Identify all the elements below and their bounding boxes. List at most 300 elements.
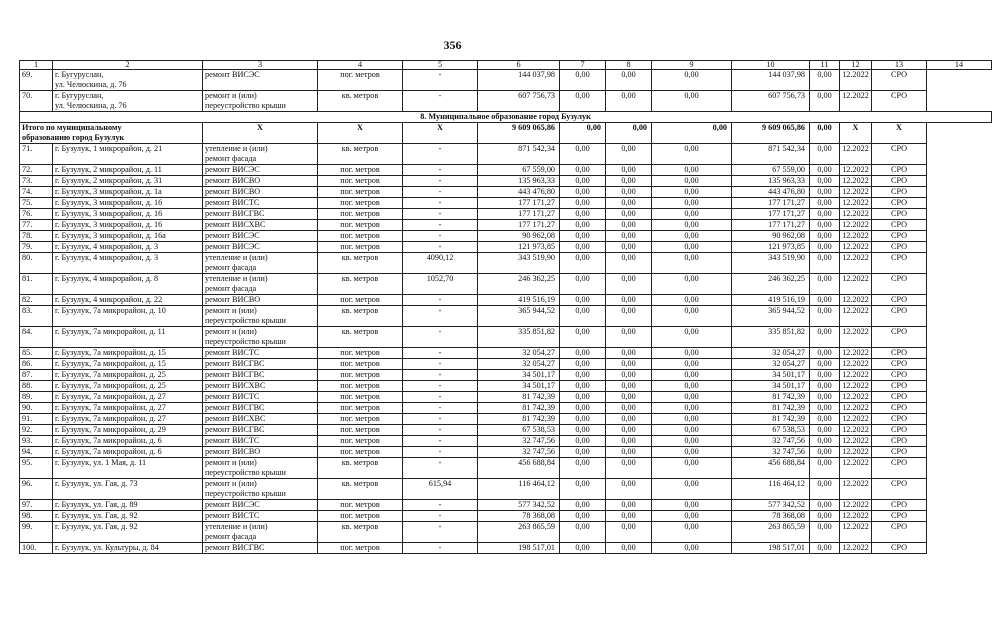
row-col10: 0,00	[652, 231, 732, 242]
row-address: г. Бузулук, 7а микрорайон, д. 6	[53, 436, 203, 447]
row-col9: 0,00	[606, 414, 652, 425]
row-method: СРО	[872, 479, 927, 500]
row-col9: 0,00	[606, 381, 652, 392]
column-number: 11	[810, 61, 840, 70]
row-address: г. Бузулук, 7а микрорайон, д. 11	[53, 327, 203, 348]
row-col11: 34 501,17	[732, 381, 810, 392]
row-col10: 0,00	[652, 381, 732, 392]
row-col10: 0,00	[652, 425, 732, 436]
row-date: 12.2022	[840, 209, 872, 220]
row-date: 12.2022	[840, 198, 872, 209]
row-number: 81.	[20, 274, 53, 295]
row-col10: 0,00	[652, 209, 732, 220]
row-date: 12.2022	[840, 274, 872, 295]
row-number: 74.	[20, 187, 53, 198]
total-col14: X	[872, 123, 927, 144]
table-row	[20, 231, 992, 242]
row-col8: 0,00	[560, 414, 606, 425]
row-address: г. Бузулук, 7а микрорайон, д. 25	[53, 381, 203, 392]
row-address: г. Бузулук, 7а микрорайон, д. 27	[53, 414, 203, 425]
column-number: 3	[203, 61, 318, 70]
row-col9: 0,00	[606, 220, 652, 231]
row-date: 12.2022	[840, 176, 872, 187]
row-quantity: -	[403, 414, 478, 425]
row-total-cost: 32 747,56	[478, 447, 560, 458]
row-date: 12.2022	[840, 543, 872, 554]
row-col8: 0,00	[560, 295, 606, 306]
table-body	[20, 61, 992, 554]
row-work-type: ремонт ВИСВО	[203, 176, 318, 187]
row-work-type: ремонт ВИСГВС	[203, 543, 318, 554]
row-col12: 0,00	[810, 209, 840, 220]
row-date: 12.2022	[840, 458, 872, 479]
table-row	[20, 370, 992, 381]
row-date: 12.2022	[840, 479, 872, 500]
row-col8: 0,00	[560, 436, 606, 447]
row-number: 92.	[20, 425, 53, 436]
row-work-type: утепление и (или) ремонт фасада	[203, 274, 318, 295]
row-col12: 0,00	[810, 511, 840, 522]
row-col10: 0,00	[652, 144, 732, 165]
row-quantity: -	[403, 165, 478, 176]
row-col12: 0,00	[810, 295, 840, 306]
table-row	[20, 327, 992, 348]
row-method: СРО	[872, 392, 927, 403]
row-date: 12.2022	[840, 500, 872, 511]
table-row	[20, 392, 992, 403]
row-unit: пог. метров	[318, 414, 403, 425]
row-col8: 0,00	[560, 458, 606, 479]
row-col9: 0,00	[606, 209, 652, 220]
row-col11: 34 501,17	[732, 370, 810, 381]
column-number: 1	[20, 61, 53, 70]
row-quantity: -	[403, 436, 478, 447]
row-total-cost: 32 054,27	[478, 348, 560, 359]
row-unit: пог. метров	[318, 70, 403, 91]
row-col8: 0,00	[560, 370, 606, 381]
row-work-type: ремонт и (или) переустройство крыши	[203, 91, 318, 112]
row-date: 12.2022	[840, 187, 872, 198]
row-date: 12.2022	[840, 327, 872, 348]
row-col8: 0,00	[560, 176, 606, 187]
row-col11: 90 962,08	[732, 231, 810, 242]
row-col8: 0,00	[560, 359, 606, 370]
row-col11: 177 171,27	[732, 220, 810, 231]
row-col9: 0,00	[606, 306, 652, 327]
row-method: СРО	[872, 543, 927, 554]
row-col12: 0,00	[810, 242, 840, 253]
row-date: 12.2022	[840, 447, 872, 458]
row-unit: пог. метров	[318, 425, 403, 436]
row-total-cost: 81 742,39	[478, 414, 560, 425]
row-col9: 0,00	[606, 370, 652, 381]
row-method: СРО	[872, 253, 927, 274]
table-row	[20, 522, 992, 543]
column-number: 14	[927, 61, 992, 70]
row-date: 12.2022	[840, 381, 872, 392]
row-col12: 0,00	[810, 381, 840, 392]
row-method: СРО	[872, 327, 927, 348]
row-total-cost: 335 851,82	[478, 327, 560, 348]
row-work-type: ремонт и (или) переустройство крыши	[203, 327, 318, 348]
row-col9: 0,00	[606, 327, 652, 348]
row-work-type: ремонт ВИСХВС	[203, 414, 318, 425]
row-unit: пог. метров	[318, 176, 403, 187]
row-total-cost: 121 973,85	[478, 242, 560, 253]
row-method: СРО	[872, 458, 927, 479]
row-total-cost: 144 037,98	[478, 70, 560, 91]
row-col8: 0,00	[560, 381, 606, 392]
row-work-type: ремонт и (или) переустройство крыши	[203, 458, 318, 479]
row-number: 91.	[20, 414, 53, 425]
row-col10: 0,00	[652, 242, 732, 253]
row-col11: 419 516,19	[732, 295, 810, 306]
row-method: СРО	[872, 242, 927, 253]
row-col11: 32 054,27	[732, 348, 810, 359]
row-date: 12.2022	[840, 306, 872, 327]
row-col8: 0,00	[560, 242, 606, 253]
row-quantity: -	[403, 91, 478, 112]
row-address: г. Бузулук, ул. Гая, д. 92	[53, 511, 203, 522]
row-col10: 0,00	[652, 198, 732, 209]
row-work-type: ремонт ВИСТС	[203, 198, 318, 209]
column-number: 8	[606, 61, 652, 70]
table-row	[20, 543, 992, 554]
row-col11: 263 865,59	[732, 522, 810, 543]
row-work-type: ремонт ВИСТС	[203, 348, 318, 359]
row-col12: 0,00	[810, 253, 840, 274]
row-work-type: ремонт ВИСЭС	[203, 165, 318, 176]
row-unit: кв. метров	[318, 306, 403, 327]
total-col4: X	[318, 123, 403, 144]
row-total-cost: 246 362,25	[478, 274, 560, 295]
row-method: СРО	[872, 274, 927, 295]
row-col11: 198 517,01	[732, 543, 810, 554]
table-row	[20, 479, 992, 500]
row-total-cost: 198 517,01	[478, 543, 560, 554]
row-unit: пог. метров	[318, 165, 403, 176]
row-col8: 0,00	[560, 253, 606, 274]
row-unit: пог. метров	[318, 392, 403, 403]
row-quantity: -	[403, 306, 478, 327]
row-work-type: ремонт ВИСГВС	[203, 209, 318, 220]
row-quantity: -	[403, 458, 478, 479]
row-col11: 365 944,52	[732, 306, 810, 327]
row-col9: 0,00	[606, 198, 652, 209]
row-total-cost: 177 171,27	[478, 198, 560, 209]
row-quantity: 615,94	[403, 479, 478, 500]
row-col10: 0,00	[652, 187, 732, 198]
row-col12: 0,00	[810, 144, 840, 165]
row-method: СРО	[872, 359, 927, 370]
row-col12: 0,00	[810, 403, 840, 414]
row-method: СРО	[872, 500, 927, 511]
row-col8: 0,00	[560, 187, 606, 198]
row-date: 12.2022	[840, 414, 872, 425]
row-number: 80.	[20, 253, 53, 274]
row-col10: 0,00	[652, 327, 732, 348]
row-col10: 0,00	[652, 447, 732, 458]
row-unit: пог. метров	[318, 436, 403, 447]
row-col12: 0,00	[810, 458, 840, 479]
row-col11: 144 037,98	[732, 70, 810, 91]
row-unit: кв. метров	[318, 91, 403, 112]
row-col11: 335 851,82	[732, 327, 810, 348]
row-col12: 0,00	[810, 425, 840, 436]
row-address: г. Бузулук, ул. Гая, д. 89	[53, 500, 203, 511]
row-col12: 0,00	[810, 522, 840, 543]
row-col11: 607 756,73	[732, 91, 810, 112]
row-quantity: -	[403, 381, 478, 392]
row-number: 69.	[20, 70, 53, 91]
total-col8: 0,00	[560, 123, 606, 144]
total-col10: 0,00	[652, 123, 732, 144]
row-method: СРО	[872, 231, 927, 242]
row-method: СРО	[872, 447, 927, 458]
row-quantity: -	[403, 198, 478, 209]
row-total-cost: 871 542,34	[478, 144, 560, 165]
row-work-type: ремонт и (или) переустройство крыши	[203, 306, 318, 327]
row-work-type: ремонт ВИСВО	[203, 295, 318, 306]
row-date: 12.2022	[840, 403, 872, 414]
row-quantity: -	[403, 242, 478, 253]
row-col9: 0,00	[606, 231, 652, 242]
row-total-cost: 81 742,39	[478, 392, 560, 403]
row-total-cost: 32 747,56	[478, 436, 560, 447]
row-col10: 0,00	[652, 220, 732, 231]
row-date: 12.2022	[840, 348, 872, 359]
row-quantity: -	[403, 447, 478, 458]
row-col12: 0,00	[810, 327, 840, 348]
row-address: г. Бузулук, 4 микрорайон, д. 22	[53, 295, 203, 306]
table-row	[20, 403, 992, 414]
row-col8: 0,00	[560, 220, 606, 231]
row-number: 87.	[20, 370, 53, 381]
table-row	[20, 348, 992, 359]
row-work-type: ремонт ВИСЭС	[203, 231, 318, 242]
row-col11: 67 538,53	[732, 425, 810, 436]
row-col12: 0,00	[810, 392, 840, 403]
row-col9: 0,00	[606, 511, 652, 522]
row-col9: 0,00	[606, 500, 652, 511]
row-address: г. Бузулук, 3 микрорайон, д. 1а	[53, 187, 203, 198]
row-col10: 0,00	[652, 414, 732, 425]
row-work-type: ремонт и (или) переустройство крыши	[203, 479, 318, 500]
row-col11: 177 171,27	[732, 209, 810, 220]
row-number: 97.	[20, 500, 53, 511]
row-total-cost: 34 501,17	[478, 370, 560, 381]
table-row	[20, 70, 992, 91]
row-quantity: -	[403, 348, 478, 359]
row-address: г. Бузулук, ул. 1 Мая, д. 11	[53, 458, 203, 479]
row-work-type: ремонт ВИСГВС	[203, 370, 318, 381]
row-total-cost: 263 865,59	[478, 522, 560, 543]
row-work-type: ремонт ВИСТС	[203, 511, 318, 522]
row-col11: 116 464,12	[732, 479, 810, 500]
row-col12: 0,00	[810, 91, 840, 112]
row-col12: 0,00	[810, 359, 840, 370]
row-col8: 0,00	[560, 479, 606, 500]
row-work-type: ремонт ВИСТС	[203, 392, 318, 403]
row-col12: 0,00	[810, 70, 840, 91]
row-unit: пог. метров	[318, 295, 403, 306]
row-col11: 81 742,39	[732, 392, 810, 403]
row-col8: 0,00	[560, 425, 606, 436]
row-col11: 456 688,84	[732, 458, 810, 479]
row-col8: 0,00	[560, 511, 606, 522]
row-address: г. Бузулук, 7а микрорайон, д. 25	[53, 370, 203, 381]
row-date: 12.2022	[840, 522, 872, 543]
row-col10: 0,00	[652, 176, 732, 187]
table-row	[20, 425, 992, 436]
row-work-type: ремонт ВИСТС	[203, 436, 318, 447]
row-col12: 0,00	[810, 306, 840, 327]
row-col12: 0,00	[810, 165, 840, 176]
row-work-type: ремонт ВИСЭС	[203, 242, 318, 253]
table-row	[20, 209, 992, 220]
table-row	[20, 511, 992, 522]
row-col9: 0,00	[606, 522, 652, 543]
row-address: г. Бузулук, 2 микрорайон, д. 11	[53, 165, 203, 176]
total-col13: X	[840, 123, 872, 144]
row-col9: 0,00	[606, 253, 652, 274]
row-col10: 0,00	[652, 370, 732, 381]
row-quantity: -	[403, 327, 478, 348]
row-quantity: -	[403, 231, 478, 242]
table-row	[20, 447, 992, 458]
table-row	[20, 198, 992, 209]
row-total-cost: 78 368,08	[478, 511, 560, 522]
row-col8: 0,00	[560, 198, 606, 209]
row-address: г. Бузулук, 7а микрорайон, д. 15	[53, 348, 203, 359]
row-method: СРО	[872, 425, 927, 436]
row-col10: 0,00	[652, 522, 732, 543]
row-quantity: -	[403, 392, 478, 403]
row-method: СРО	[872, 306, 927, 327]
row-total-cost: 34 501,17	[478, 381, 560, 392]
row-total-cost: 343 519,90	[478, 253, 560, 274]
total-col12: 0,00	[810, 123, 840, 144]
row-unit: кв. метров	[318, 274, 403, 295]
row-address: г. Бузулук, 3 микрорайон, д. 16	[53, 209, 203, 220]
row-col11: 246 362,25	[732, 274, 810, 295]
row-quantity: -	[403, 543, 478, 554]
table-row	[20, 274, 992, 295]
row-quantity: -	[403, 295, 478, 306]
row-quantity: 1052,70	[403, 274, 478, 295]
row-address: г. Бузулук, 7а микрорайон, д. 10	[53, 306, 203, 327]
row-col12: 0,00	[810, 543, 840, 554]
column-number: 5	[403, 61, 478, 70]
row-col11: 135 963,33	[732, 176, 810, 187]
row-address: г. Бузулук, ул. Гая, д. 73	[53, 479, 203, 500]
row-address: г. Бугуруслан, ул. Челюскина, д. 76	[53, 70, 203, 91]
row-col12: 0,00	[810, 231, 840, 242]
row-address: г. Бузулук, 2 микрорайон, д. 31	[53, 176, 203, 187]
row-col8: 0,00	[560, 447, 606, 458]
row-total-cost: 419 516,19	[478, 295, 560, 306]
row-quantity: -	[403, 187, 478, 198]
row-work-type: утепление и (или) ремонт фасада	[203, 253, 318, 274]
row-method: СРО	[872, 198, 927, 209]
total-label: Итого по муниципальному образованию город Бузулук	[20, 123, 203, 144]
table-row	[20, 295, 992, 306]
row-unit: пог. метров	[318, 511, 403, 522]
row-work-type: ремонт ВИСВО	[203, 187, 318, 198]
row-col8: 0,00	[560, 231, 606, 242]
row-total-cost: 365 944,52	[478, 306, 560, 327]
row-col8: 0,00	[560, 348, 606, 359]
row-col11: 577 342,52	[732, 500, 810, 511]
row-col10: 0,00	[652, 392, 732, 403]
row-col10: 0,00	[652, 543, 732, 554]
row-total-cost: 177 171,27	[478, 220, 560, 231]
row-unit: пог. метров	[318, 220, 403, 231]
row-col11: 81 742,39	[732, 414, 810, 425]
column-number: 9	[652, 61, 732, 70]
row-col9: 0,00	[606, 403, 652, 414]
row-quantity: -	[403, 511, 478, 522]
section-title-row	[20, 112, 992, 123]
row-unit: пог. метров	[318, 447, 403, 458]
row-number: 85.	[20, 348, 53, 359]
row-number: 83.	[20, 306, 53, 327]
row-date: 12.2022	[840, 359, 872, 370]
row-quantity: -	[403, 500, 478, 511]
row-quantity: -	[403, 176, 478, 187]
row-work-type: ремонт ВИСЭС	[203, 70, 318, 91]
row-col9: 0,00	[606, 91, 652, 112]
row-method: СРО	[872, 165, 927, 176]
row-address: г. Бузулук, 3 микрорайон, д. 16	[53, 220, 203, 231]
row-col11: 32 747,56	[732, 447, 810, 458]
row-number: 77.	[20, 220, 53, 231]
row-col8: 0,00	[560, 209, 606, 220]
row-date: 12.2022	[840, 392, 872, 403]
row-method: СРО	[872, 381, 927, 392]
row-method: СРО	[872, 522, 927, 543]
row-unit: пог. метров	[318, 187, 403, 198]
row-total-cost: 90 962,08	[478, 231, 560, 242]
row-col8: 0,00	[560, 500, 606, 511]
row-number: 78.	[20, 231, 53, 242]
row-date: 12.2022	[840, 253, 872, 274]
row-unit: пог. метров	[318, 381, 403, 392]
row-address: г. Бузулук, 7а микрорайон, д. 15	[53, 359, 203, 370]
row-col8: 0,00	[560, 327, 606, 348]
row-quantity: 4090,12	[403, 253, 478, 274]
row-col8: 0,00	[560, 274, 606, 295]
row-number: 82.	[20, 295, 53, 306]
row-number: 100.	[20, 543, 53, 554]
row-col8: 0,00	[560, 165, 606, 176]
row-number: 88.	[20, 381, 53, 392]
row-date: 12.2022	[840, 425, 872, 436]
row-number: 75.	[20, 198, 53, 209]
row-number: 99.	[20, 522, 53, 543]
row-number: 89.	[20, 392, 53, 403]
row-total-cost: 67 559,00	[478, 165, 560, 176]
row-col8: 0,00	[560, 392, 606, 403]
row-address: г. Бузулук, 4 микрорайон, д. 3	[53, 242, 203, 253]
row-unit: пог. метров	[318, 209, 403, 220]
row-method: СРО	[872, 295, 927, 306]
row-unit: кв. метров	[318, 327, 403, 348]
row-unit: кв. метров	[318, 522, 403, 543]
table-row	[20, 458, 992, 479]
row-total-cost: 116 464,12	[478, 479, 560, 500]
row-date: 12.2022	[840, 144, 872, 165]
